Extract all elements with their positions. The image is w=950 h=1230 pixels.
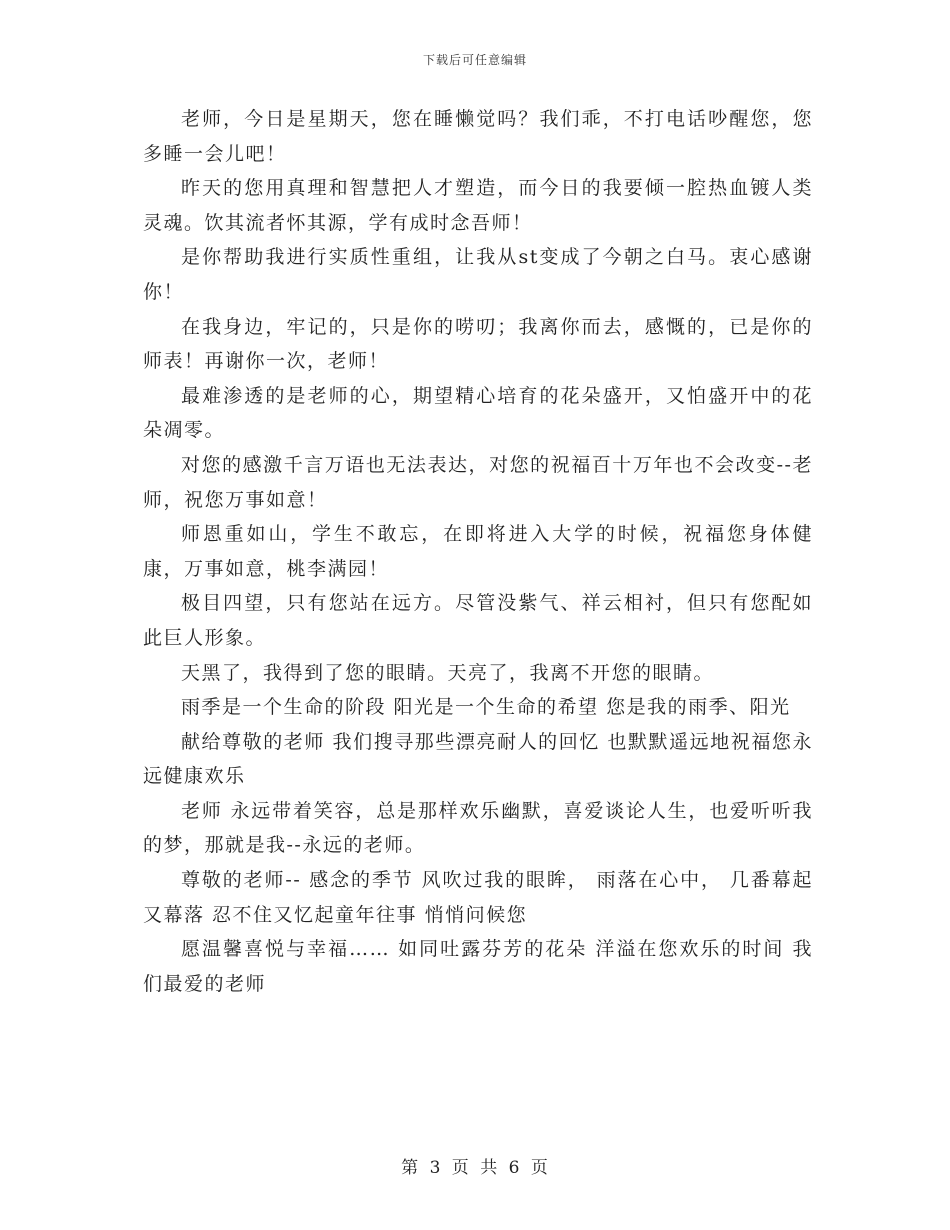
paragraph: 对您的感激千言万语也无法表达，对您的祝福百十万年也不会改变--老师，祝您万事如意！ [143, 453, 813, 511]
paragraph: 极目四望，只有您站在远方。尽管没紫气、祥云相衬，但只有您配如此巨人形象。 [143, 592, 813, 649]
paragraph: 是你帮助我进行实质性重组，让我从st变成了今朝之白马。衷心感谢你！ [143, 246, 813, 303]
paragraph: 天黑了，我得到了您的眼睛。天亮了，我离不开您的眼睛。 [181, 661, 715, 684]
paragraph: 在我身边，牢记的，只是你的唠叨；我离你而去，感慨的，已是你的师表！再谢你一次，老师！ [143, 315, 813, 373]
paragraph: 老师，今日是星期天，您在睡懒觉吗？我们乖，不打电话吵醒您，您多睡一会儿吧！ [143, 108, 813, 165]
paragraph: 最难渗透的是老师的心，期望精心培育的花朵盛开，又怕盛开中的花朵凋零。 [143, 384, 813, 442]
paragraph: 愿温馨喜悦与幸福…… 如同吐露芬芳的花朵 洋溢在您欢乐的时间 我们最爱的老师 [143, 938, 813, 995]
paragraph: 昨天的您用真理和智慧把人才塑造，而今日的我要倾一腔热血镀人类灵魂。饮其流者怀其源，学有成时念吾师！ [143, 177, 813, 234]
paragraph: 老师 永远带着笑容，总是那样欢乐幽默，喜爱谈论人生，也爱听听我的梦，那就是我--永远的老师。 [143, 799, 813, 857]
page-footer: 第 3 页 共 6 页 [401, 1158, 549, 1178]
document-body [143, 102, 813, 1001]
paragraph: 雨季是一个生命的阶段 阳光是一个生命的希望 您是我的雨季、阳光 [181, 696, 791, 719]
page-header: 下载后可任意编辑 [422, 53, 527, 67]
paragraph: 献给尊敬的老师 我们搜寻那些漂亮耐人的回忆 也默默遥远地祝福您永远健康欢乐 [143, 730, 813, 788]
paragraph: 师恩重如山，学生不敢忘，在即将进入大学的时候，祝福您身体健康，万事如意，桃李满园！ [143, 523, 813, 580]
paragraph: 尊敬的老师-- 感念的季节 风吹过我的眼眸， 雨落在心中， 几番幕起又幕落 忍不住又忆起童年往事 悄悄问候您 [143, 869, 813, 926]
